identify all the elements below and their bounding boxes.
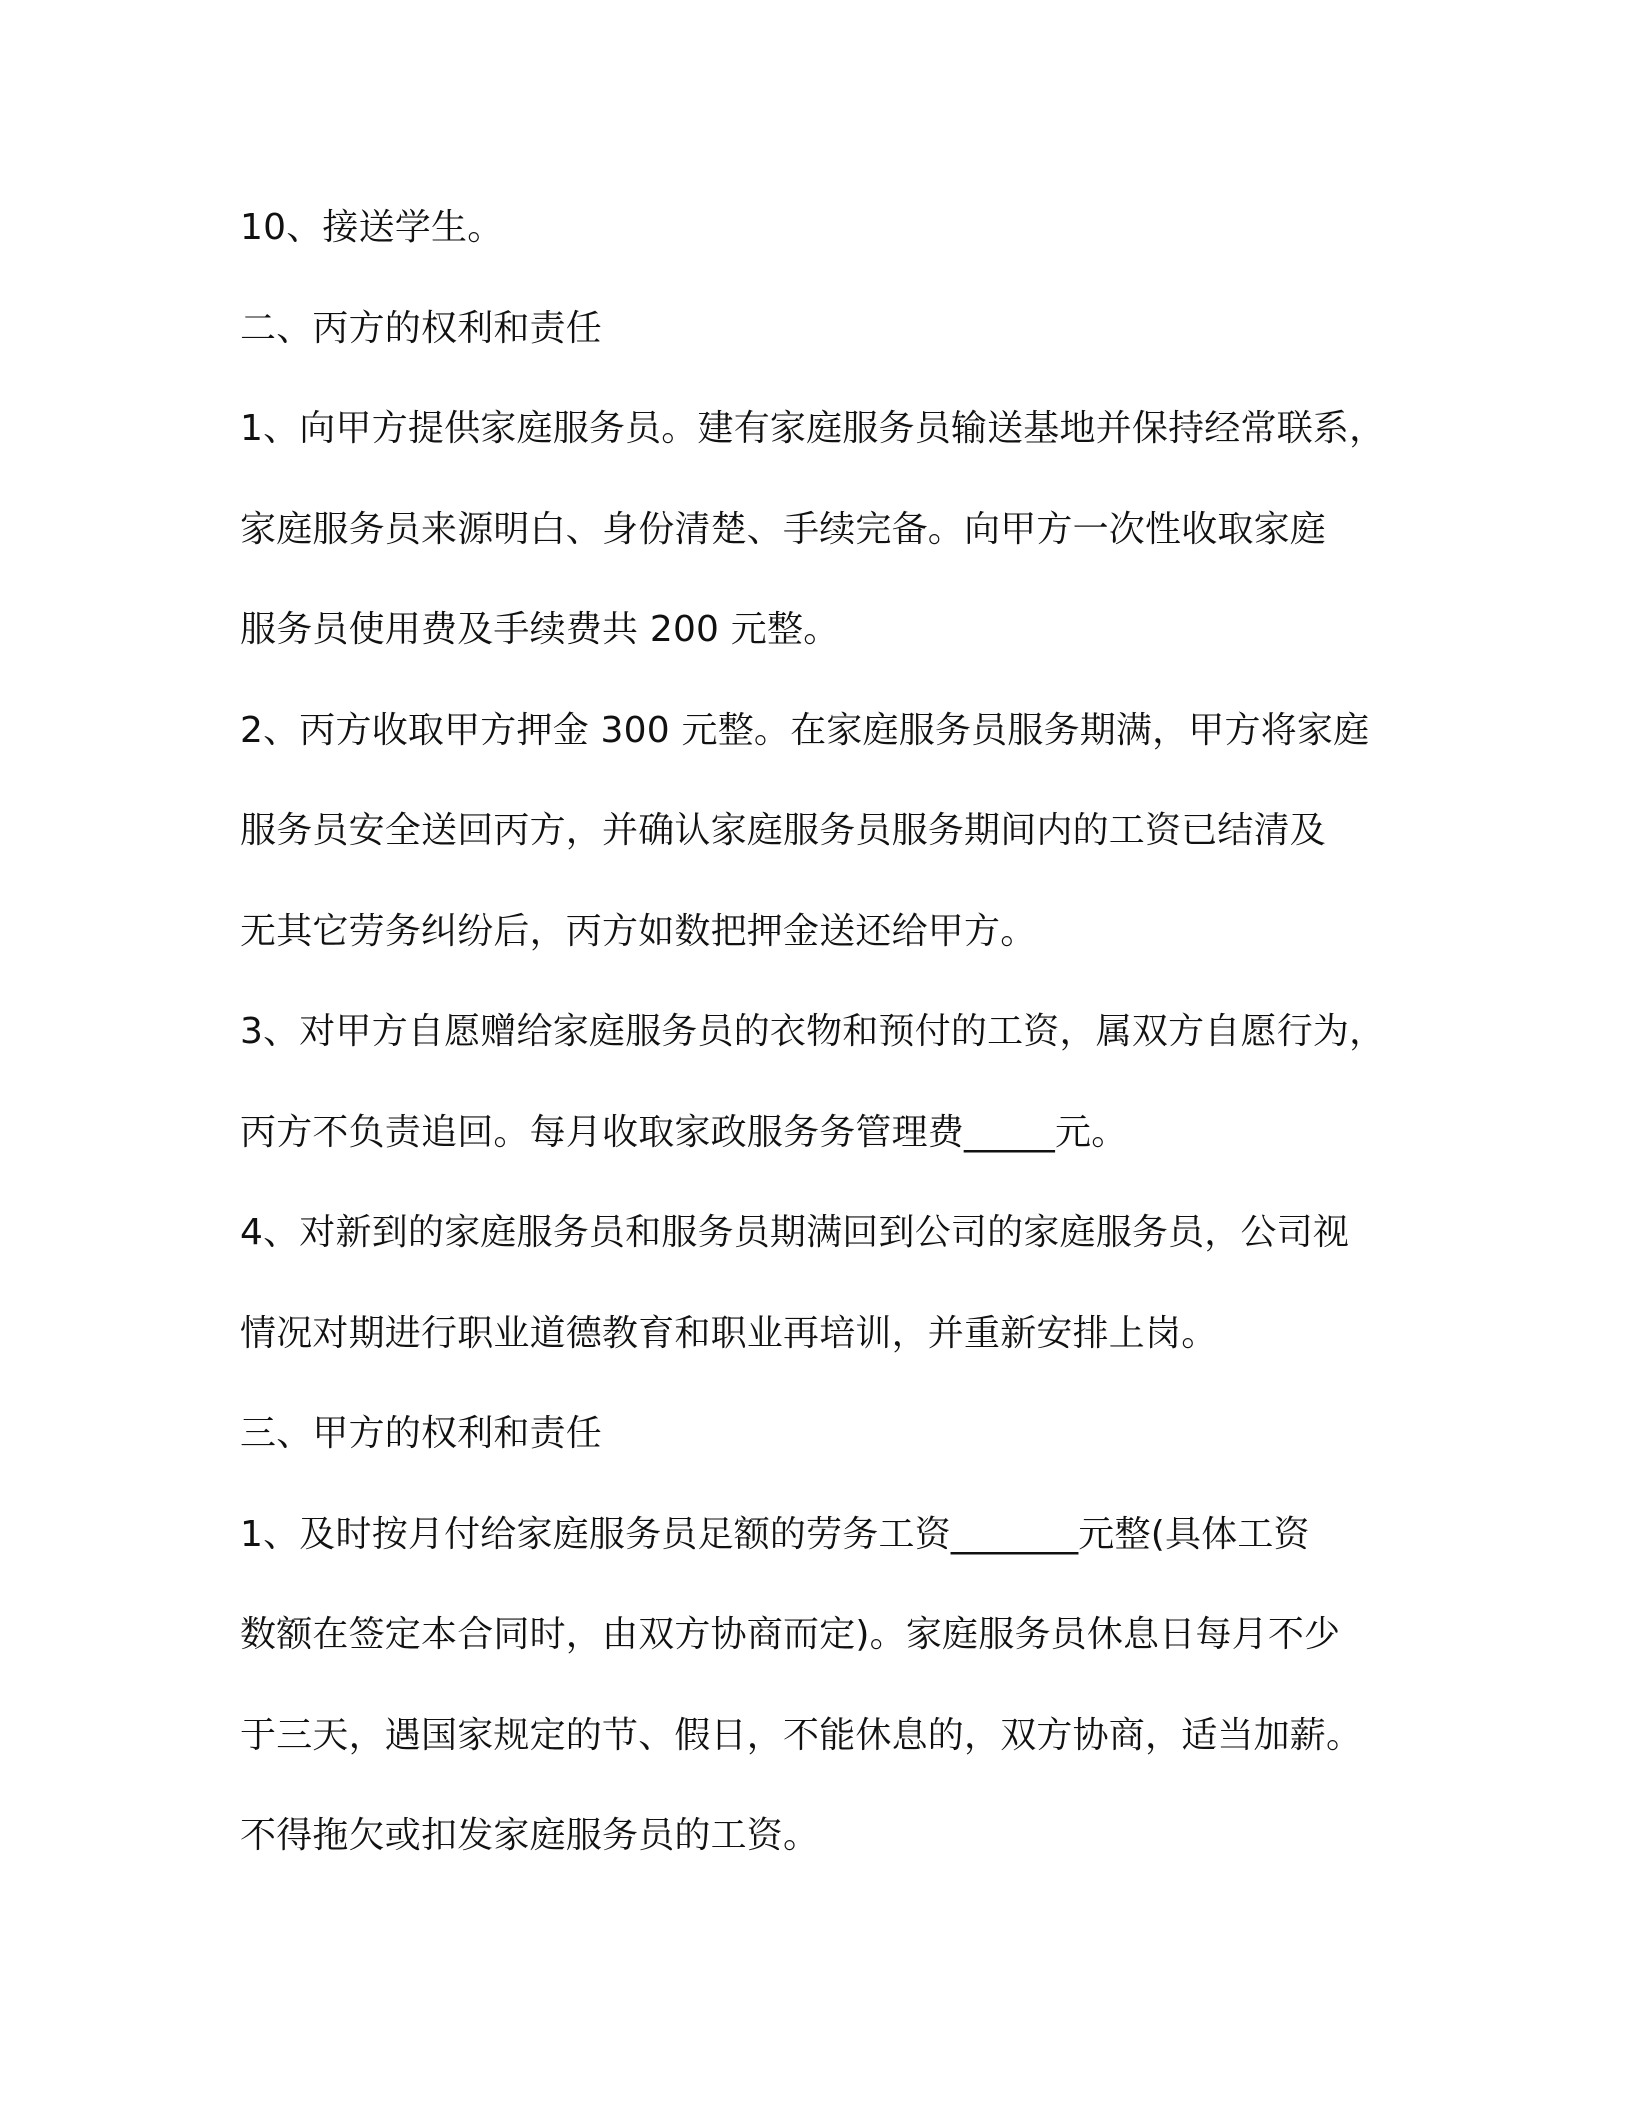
text-line: 于三天，遇国家规定的节、假日，不能休息的，双方协商，适当加薪。 [240, 1714, 1363, 1756]
text-line: 不得拖欠或扣发家庭服务员的工资。 [240, 1815, 820, 1856]
text-line: 无其它劳务纠纷后，丙方如数把押金送还给甲方。 [240, 910, 1037, 952]
text-line: 10、接送学生。 [240, 207, 504, 248]
text-line: 丙方不负责追回。每月收取家政服务务管理费_____元。 [240, 1111, 1128, 1153]
text-line: 4、对新到的家庭服务员和服务员期满回到公司的家庭服务员，公司视 [240, 1212, 1350, 1253]
text-line: 1、及时按月付给家庭服务员足额的劳务工资_______元整(具体工资 [240, 1513, 1310, 1555]
text-line: 1、向甲方提供家庭服务员。建有家庭服务员输送基地并保持经常联系， [240, 408, 1386, 449]
section-heading: 二、丙方的权利和责任 [240, 307, 603, 349]
text-line: 情况对期进行职业道德教育和职业再培训，并重新安排上岗。 [240, 1312, 1218, 1354]
text-line: 服务员使用费及手续费共 200 元整。 [240, 609, 840, 650]
section-heading: 三、甲方的权利和责任 [240, 1413, 603, 1454]
text-line: 家庭服务员来源明白、身份清楚、手续完备。向甲方一次性收取家庭 [240, 508, 1327, 550]
text-line: 2、丙方收取甲方押金 300 元整。在家庭服务员服务期满，甲方将家庭 [240, 709, 1370, 751]
text-line: 3、对甲方自愿赠给家庭服务员的衣物和预付的工资，属双方自愿行为， [240, 1011, 1386, 1052]
document-body [240, 178, 1410, 1887]
text-line: 服务员安全送回丙方，并确认家庭服务员服务期间内的工资已结清及 [240, 810, 1327, 851]
text-line: 数额在签定本合同时，由双方协商而定)。家庭服务员休息日每月不少 [240, 1614, 1341, 1655]
